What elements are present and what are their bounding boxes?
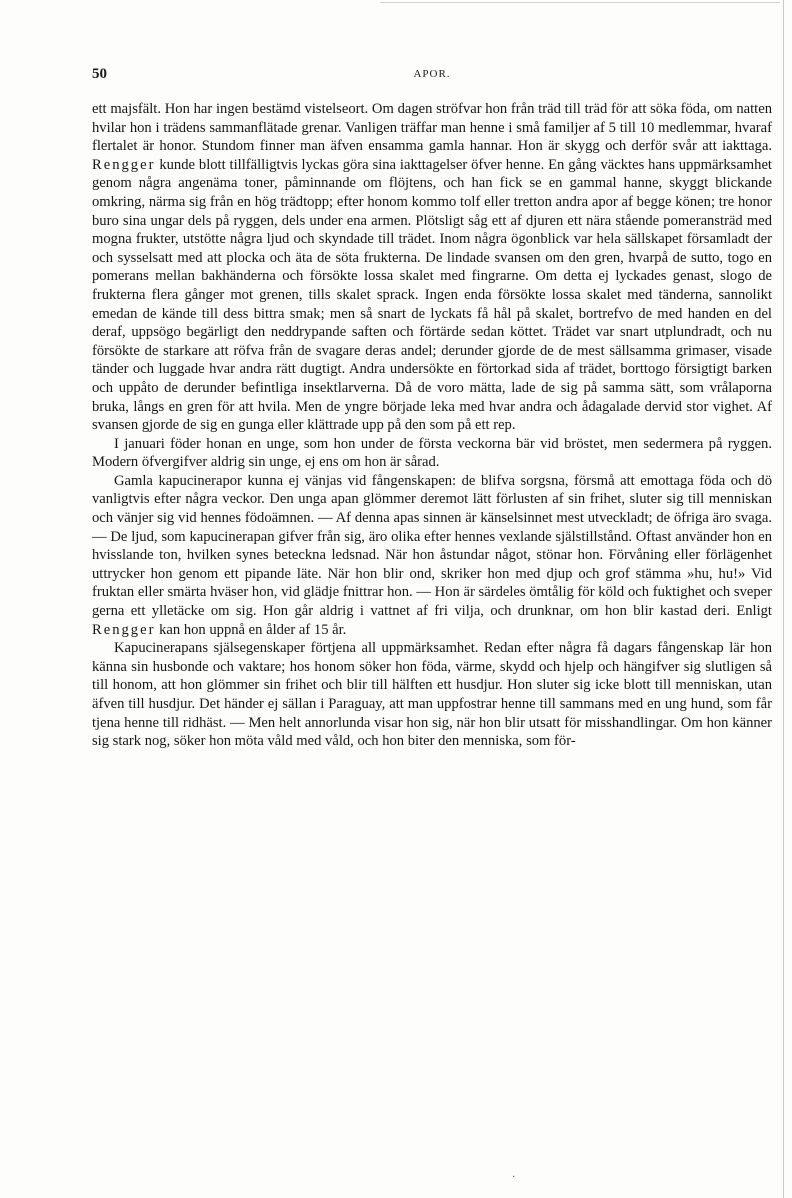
text-segment: I januari föder honan en unge, som hon under de första veckorna bär vid bröstet, men sedermera på ryggen. Modern öfvergifver aldrig sin unge, ej ens om hon är sårad. (92, 435, 772, 471)
page-header (92, 66, 772, 86)
author-name: Rengger (92, 621, 156, 638)
paragraph-2 (92, 435, 772, 472)
running-head: APOR. (413, 68, 451, 80)
body-text (92, 100, 772, 751)
text-segment: Kapucinerapans själsegenskaper förtjena all uppmärksamhet. Redan efter några få dagars fångenskap lär hon känna sin husbonde och vaktare; hos honom söker hon föda, värme, skydd och hjelp och hängifver sig slutligen så till honom, att hon glömmer sin frihet och blir till hälften ett husdjur. Hon sluter sig icke blott till menniskan, utan äfven till husdjur. Det händer ej sällan i Paraguay, att man uppfostrar henne till sammans med en ung hund, som får tjena henne till ridhäst. — Men helt annorlunda visar hon sig, när hon blir utsatt för misshandlingar. Om hon känner sig stark nog, söker hon möta våld med våld, och hon biter den menniska, som för- (92, 640, 772, 750)
author-name: Rengger (92, 156, 156, 173)
text-segment: kan hon uppnå en ålder af 15 år. (155, 621, 347, 638)
paragraph-4 (92, 639, 772, 751)
print-speck: · (512, 1172, 516, 1183)
scan-edge-right (783, 0, 784, 1198)
text-segment: Gamla kapucinerapor kunna ej vänjas vid fångenskapen: de blifva sorgsna, försmå att emottaga föda och dö vanligtvis efter några veckor. Den unga apan glömmer deremot lätt förlusten af sin frihet, sluter sig till menniskan och vänjer sig vid hennes födoämnen. — Af denna apas sinnen är känselsinnet mest utveckladt; de öfriga äro svaga. — De ljud, som kapucinerapan gifver från sig, äro olika efter hennes vexlande själstillstånd. Oftast använder hon en hvisslande ton, hvilken synes beteckna ledsnad. När hon åstundar något, stönar hon. Förvåning eller förlägenhet uttrycker hon genom ett pipande läte. När hon blir ond, skriker hon med djup och grof stämma »hu, hu!» Vid fruktan eller smärta hväser hon, vid glädje fnittrar hon. — Hon är särdeles ömtålig för köld och fuktighet och sveper gerna ett ylletäcke om sig. Hon går aldrig i vattnet af fri vilja, och drunknar, om hon blir kastad deri. Enligt (92, 472, 772, 620)
paragraph-3 (92, 472, 772, 639)
page-number: 50 (92, 66, 107, 82)
scan-edge-top (380, 2, 780, 3)
text-segment: kunde blott tillfälligtvis lyckas göra sina iakttagelser öfver henne. En gång väcktes hans uppmärksamhet genom några angenäma toner, påminnande om flöjtens, och han fick se en gammal hanne, skyggt blickande omkring, närma sig från en hög trädtopp; efter honom kommo tolf eller tretton andra apor af begge könen; tre honor buro sina ungar dels på ryggen, dels under ena armen. Plötsligt såg ett af djuren ett nära stående pomeransträd med mogna frukter, utstötte några ljud och skyndade till trädet. Inom några ögonblick var hela sällskapet församladt der och sysselsatt med att plocka och äta de söta frukterna. De lindade svansen om den gren, hvarpå de sutto, togo en pomerans mellan bakhänderna och försökte lossa skalet med fingrarne. Om detta ej lyckades genast, slogo de frukterna flera gånger mot grenen, tills skalet sprack. Ingen enda försökte lossa skalet med tänderna, sannolikt emedan de kände till dess bittra smak; men så snart de lyckats få hål på skalet, bortrefvo de med handen en del deraf, uppsögo begärligt den neddrypande saften och förtärde sedan köttet. Trädet var snart utplundradt, och nu försökte de starkare att röfva från de svagare deras andel; derunder gjorde de de mest sällsamma grimaser, visade tänder och luggade hvar andra rätt dugtigt. Andra undersökte en förtorkad sida af trädet, borttogo försigtigt barken och uppåto de derunder befintliga insektlarverna. Då de voro mätta, lade de sig på samma sätt, som vrålaporna bruka, långs en gren för att hvila. Men de yngre började leka med hvar andra och ådagalade dervid stor vighet. Af svansen gjorde de sig en gunga eller klättrade upp på den som på ett rep. (92, 156, 772, 434)
paragraph-1 (92, 100, 772, 435)
text-segment: ett majsfält. Hon har ingen bestämd vistelseort. Om dagen ströfvar hon från träd till träd för att söka föda, om natten hvilar hon i trädens sammanflätade grenar. Vanligen träffar man henne i små familjer af 5 till 10 medlemmar, hvaraf flertalet är honor. Stundom finner man äfven ensamma gamla hannar. Hon är skygg och derför svår att iakttaga. (92, 101, 772, 155)
